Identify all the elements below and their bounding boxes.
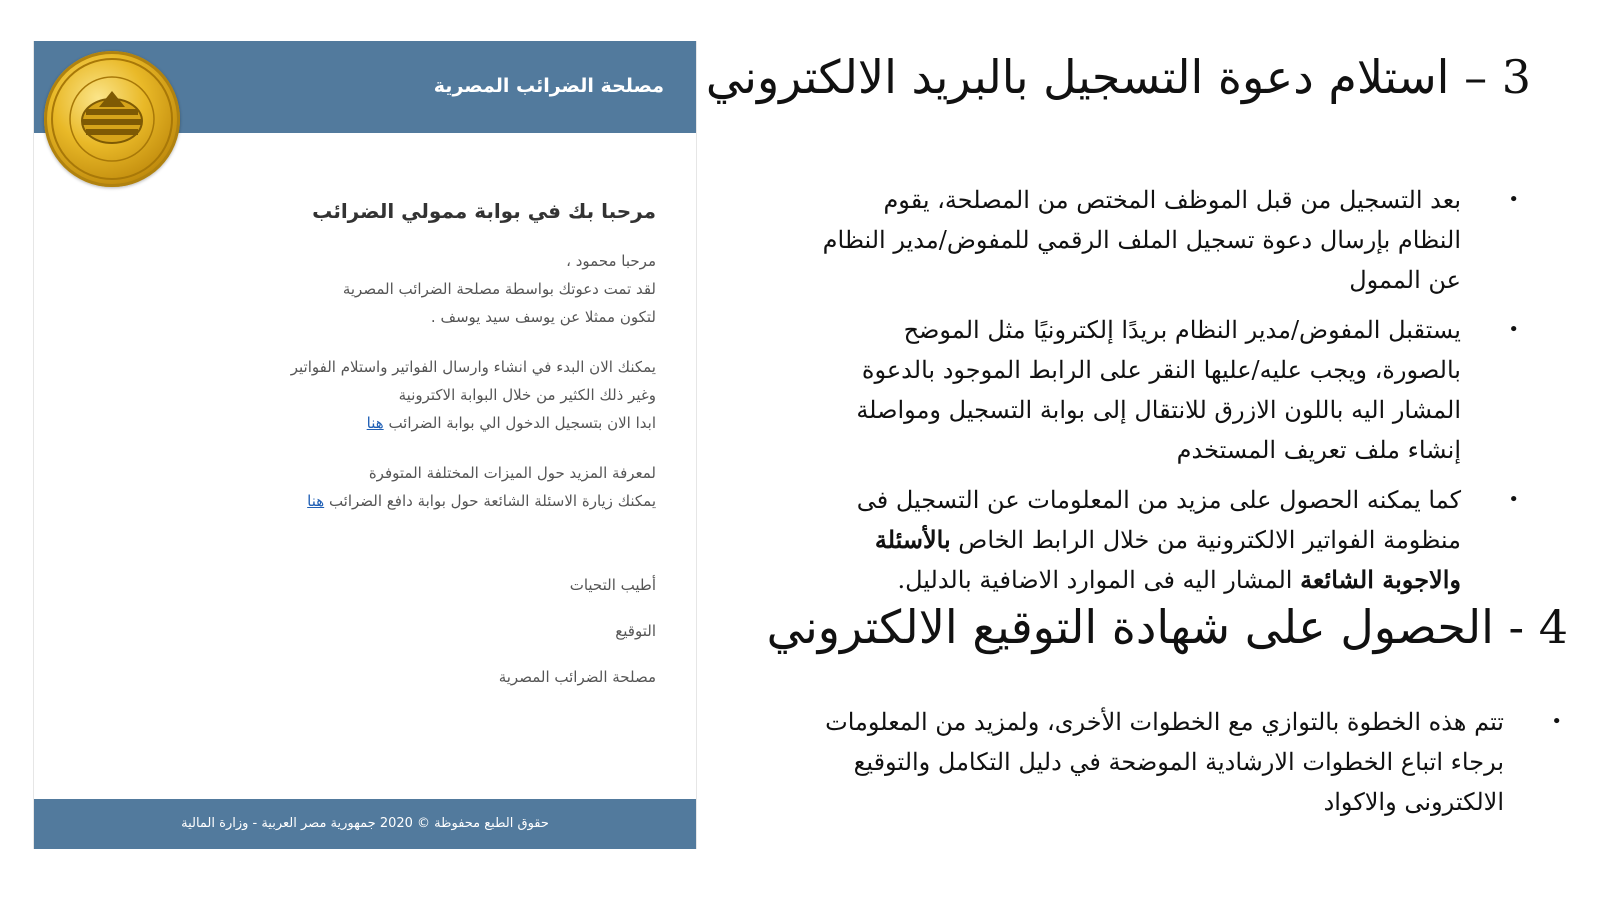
section-4-heading: 4 - الحصول على شهادة التوقيع الالكتروني (766, 600, 1568, 654)
section-4-bullet-1 (744, 702, 1562, 822)
seal-emblem-icon (44, 51, 180, 187)
bullet-2-line-2: بالصورة، ويجب عليه/عليها النقر على الرابط الموجود بالدعوة (861, 356, 1461, 384)
faq-link[interactable]: هنا (307, 492, 325, 510)
email-signature: التوقيع (615, 622, 656, 640)
section-3-bullet-2 (751, 310, 1519, 470)
bullet-dot-icon: • (1508, 489, 1519, 510)
email-invite-line: لقد تمت دعوتك بواسطة مصلحة الضرائب المصرية (342, 280, 656, 298)
email-body (136, 199, 656, 691)
bullet-1-line-2: النظام بإرسال دعوة تسجيل الملف الرقمي للمفوض/مدير النظام (822, 226, 1461, 254)
email-sender: مصلحة الضرائب المصرية (498, 668, 656, 686)
bullet-3-line-2-text: منظومة الفواتير الالكترونية من خلال الرابط الخاص (950, 526, 1461, 554)
s4-bullet-line-3: الالكترونى والاكواد (1323, 788, 1504, 816)
bullet-dot-icon: • (1508, 319, 1519, 340)
bullet-dot-icon: • (1551, 711, 1562, 732)
bullet-3-line-3-text: المشار اليه فى الموارد الاضافية بالدليل. (897, 566, 1301, 594)
bullet-2-line-1: يستقبل المفوض/مدير النظام بريدًا إلكترونيًا مثل الموضح (903, 316, 1461, 344)
bullet-dot-icon: • (1508, 189, 1519, 210)
bullet-3-faq-bold-1: بالأسئلة (874, 525, 951, 554)
email-features-line-1: يمكنك الان البدء في انشاء وارسال الفواتير واستلام الفواتير (290, 358, 656, 376)
login-link[interactable]: هنا (366, 414, 384, 432)
email-representative-line: لتكون ممثلا عن يوسف سيد يوسف . (430, 308, 656, 326)
invitation-email-screenshot (33, 41, 697, 849)
bullet-3-faq-bold-2: والاجوبة الشائعة (1300, 565, 1461, 594)
email-faq-line (136, 487, 656, 515)
s4-bullet-line-1: تتم هذه الخطوة بالتوازي مع الخطوات الأخرى، ولمزيد من المعلومات (825, 708, 1504, 736)
email-login-line (136, 409, 656, 437)
section-4-bullets (744, 702, 1562, 832)
email-salutation: مرحبا محمود ، (566, 252, 656, 270)
section-3-heading: 3 – استلام دعوة التسجيل بالبريد الالكتروني (705, 50, 1531, 104)
email-footer: حقوق الطبع محفوظة © 2020 جمهورية مصر العربية - وزارة المالية (34, 799, 696, 849)
bullet-3-line-2 (751, 520, 1461, 560)
tax-authority-seal-logo (44, 51, 180, 187)
email-login-text: ابدا الان بتسجيل الدخول الي بوابة الضرائب (383, 414, 656, 432)
email-closing: أطيب التحيات (569, 576, 656, 594)
section-3-bullet-3 (751, 480, 1519, 600)
bullet-2-line-4: إنشاء ملف تعريف المستخدم (1176, 436, 1461, 464)
email-more-info-line: لمعرفة المزيد حول الميزات المختلفة المتوفرة (368, 464, 656, 482)
email-faq-text: يمكنك زيارة الاسئلة الشائعة حول بوابة دافع الضرائب (324, 492, 656, 510)
section-3-bullet-1 (751, 180, 1519, 300)
section-3-bullets (751, 180, 1519, 610)
bullet-1-line-1: بعد التسجيل من قبل الموظف المختص من المصلحة، يقوم (883, 186, 1461, 214)
bullet-1-line-3: عن الممول (1349, 266, 1461, 294)
email-features-line-2: وغير ذلك الكثير من خلال البوابة الاكترونية (398, 386, 656, 404)
s4-bullet-line-2: برجاء اتباع الخطوات الارشادية الموضحة في دليل التكامل والتوقيع (853, 748, 1504, 776)
bullet-3-line-3 (751, 560, 1461, 600)
bullet-3-line-1: كما يمكنه الحصول على مزيد من المعلومات عن التسجيل فى (856, 486, 1461, 514)
email-greeting-title: مرحبا بك في بوابة ممولي الضرائب (312, 199, 656, 223)
bullet-2-line-3: المشار اليه باللون الازرق للانتقال إلى بوابة التسجيل ومواصلة (856, 396, 1461, 424)
email-header-title: مصلحة الضرائب المصرية (433, 75, 664, 97)
